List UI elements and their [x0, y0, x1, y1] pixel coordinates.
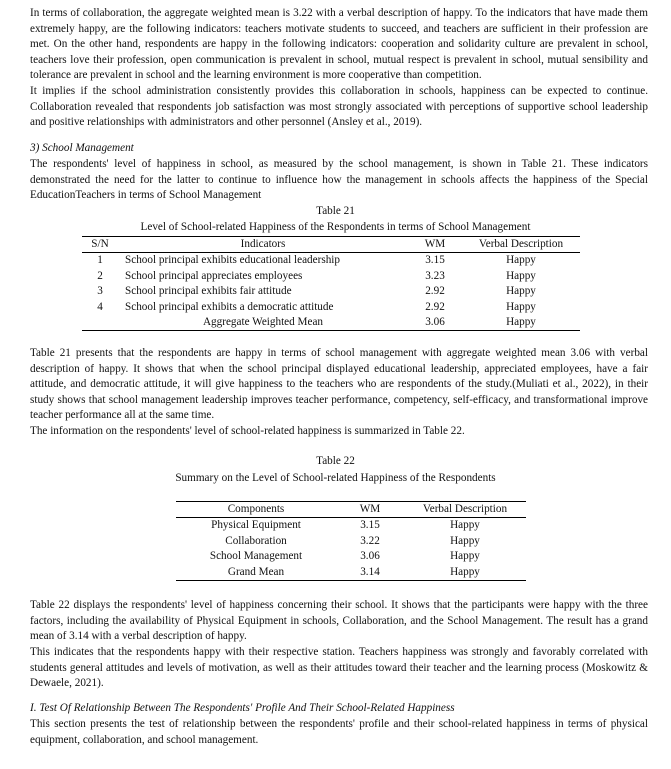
table21-cell-indicator: School principal exhibits a democratic attitude	[125, 300, 334, 313]
table-row	[82, 300, 580, 315]
table22-cell-verbal: Happy	[450, 565, 480, 578]
table22-header-row	[176, 502, 526, 518]
table21-header-verbal: Verbal Description	[462, 237, 580, 253]
table-row	[176, 565, 526, 581]
table21-caption: Level of School-related Happiness of the Respondents in terms of School Management	[140, 221, 531, 233]
table21-label: Table 21	[316, 205, 355, 217]
table-row	[176, 549, 526, 564]
table22-cell-verbal: Happy	[450, 550, 480, 563]
table21-discussion: Table 21 presents that the respondents are happy in terms of school management with aggregate weighted mean 3.06 with verbal description of happy. It shows that when the school principal displayed educational leadership, appreciated employees, have a fair attitude, and democratic attitude, it will give happiness to the teachers who are respondents of the study.(Muliati et al., 2022), in their study shows that school management leadership improves teacher performance, competency, self-efficacy, and transformational improve teacher performance all at the same time.	[30, 347, 648, 422]
section-i-text: This section presents the test of relationship between the respondents' profile and their school-related happiness in terms of physical equipment, collaboration, and school management.	[30, 718, 648, 746]
table22-cell-verbal: Happy	[450, 534, 480, 547]
table21-aggregate-wm: 3.06	[425, 316, 445, 329]
table22-label: Table 22	[316, 455, 355, 467]
school-management-heading: 3) School Management	[30, 142, 134, 154]
table-row	[82, 269, 580, 284]
table21-cell-verbal: Happy	[506, 254, 536, 267]
table21-cell-wm: 3.15	[425, 254, 445, 267]
table22-header-verbal: Verbal Description	[404, 502, 526, 518]
table21-header-indicators: Indicators	[118, 237, 408, 253]
table22	[176, 501, 526, 581]
table-row	[176, 518, 526, 534]
table21-cell-sn: 1	[97, 254, 103, 267]
table22-implication: This indicates that the respondents happy with their respective station. Teachers happiness was strongly and favorably correlated with students general attitudes and levels of motivation, as well as their attitudes toward their teacher and the learning process (Moskowitz & Dewaele, 2021).	[30, 646, 648, 690]
table21-cell-verbal: Happy	[506, 269, 536, 282]
table21-cell-verbal: Happy	[506, 300, 536, 313]
table21-cell-indicator: School principal appreciates employees	[125, 269, 303, 282]
table22-cell-wm: 3.14	[360, 565, 380, 578]
collaboration-implication-paragraph: It implies if the school administration consistently provides this collaboration in schools, happiness can be expected to continue. Collaboration revealed that respondents job satisfaction was most strongly associated with perceptions of supportive school leadership and positive relationships with administrators and other personnel (Ansley et al., 2019).	[30, 85, 648, 129]
table22-cell-wm: 3.22	[360, 534, 380, 547]
table21-header-row	[82, 237, 580, 253]
table21-header-sn: S/N	[82, 237, 118, 253]
table21-cell-sn: 2	[97, 269, 103, 282]
table-row	[176, 534, 526, 549]
table22-cell-component: Grand Mean	[227, 565, 285, 578]
table22-cell-wm: 3.15	[360, 519, 380, 532]
table22-caption: Summary on the Level of School-related Happiness of the Respondents	[175, 472, 496, 484]
table21-aggregate-blank	[82, 315, 118, 331]
table21-aggregate-verbal: Happy	[506, 316, 536, 329]
table21-aggregate-row	[82, 315, 580, 331]
collaboration-paragraph: In terms of collaboration, the aggregate weighted mean is 3.22 with a verbal description of happy. To the indicators that have made them extremely happy, are the following indicators: teachers motivate students to succeed, and teachers are sufficient in their profession are met. On the other hand, respondents are happy in the following indicators: cooperation and solidarity culture are prevalent in school, teachers love their profession, open communication is prevalent in school, mutual respect is prevalent in school, mutual sensibility and tolerance are prevalent in school and the learning environment is more cooperative than competition.	[30, 7, 648, 82]
table22-header-wm: WM	[336, 502, 404, 518]
table22-header-components: Components	[176, 502, 336, 518]
table22-cell-wm: 3.06	[360, 550, 380, 563]
section-i-heading: I. Test Of Relationship Between The Respondents' Profile And Their School-Related Happiness	[30, 702, 455, 714]
table21-aggregate-label: Aggregate Weighted Mean	[202, 316, 324, 329]
table22-cell-verbal: Happy	[450, 519, 480, 532]
table-row	[82, 253, 580, 269]
table22-cell-component: School Management	[209, 550, 303, 563]
table21	[82, 236, 580, 331]
school-management-intro: The respondents' level of happiness in school, as measured by the school management, is shown in Table 21. These indicators demonstrated the need for the latter to continue to influence how the management in schools affects the happiness of the Special EducationTeachers in terms of School Management	[30, 158, 648, 202]
table21-cell-indicator: School principal exhibits educational leadership	[125, 254, 340, 267]
table22-cell-component: Physical Equipment	[211, 519, 301, 532]
table-row	[82, 284, 580, 299]
table21-header-wm: WM	[408, 237, 462, 253]
table21-cell-verbal: Happy	[506, 285, 536, 298]
table22-discussion: Table 22 displays the respondents' level of happiness concerning their school. It shows that the participants were happy with the three factors, including the availability of Physical Equipment in schools, Collaboration, and the School Management. The result has a grand mean of 3.14 with a verbal description of happy.	[30, 599, 648, 643]
table21-cell-sn: 4	[97, 300, 103, 313]
table21-cell-indicator: School principal exhibits fair attitude	[125, 285, 292, 298]
table21-cell-sn: 3	[97, 285, 103, 298]
table21-cell-wm: 2.92	[425, 300, 445, 313]
table22-cell-component: Collaboration	[225, 534, 287, 547]
table22-intro: The information on the respondents' level of school-related happiness is summarized in Table 22.	[30, 425, 465, 437]
table21-cell-wm: 2.92	[425, 285, 445, 298]
table21-cell-wm: 3.23	[425, 269, 445, 282]
